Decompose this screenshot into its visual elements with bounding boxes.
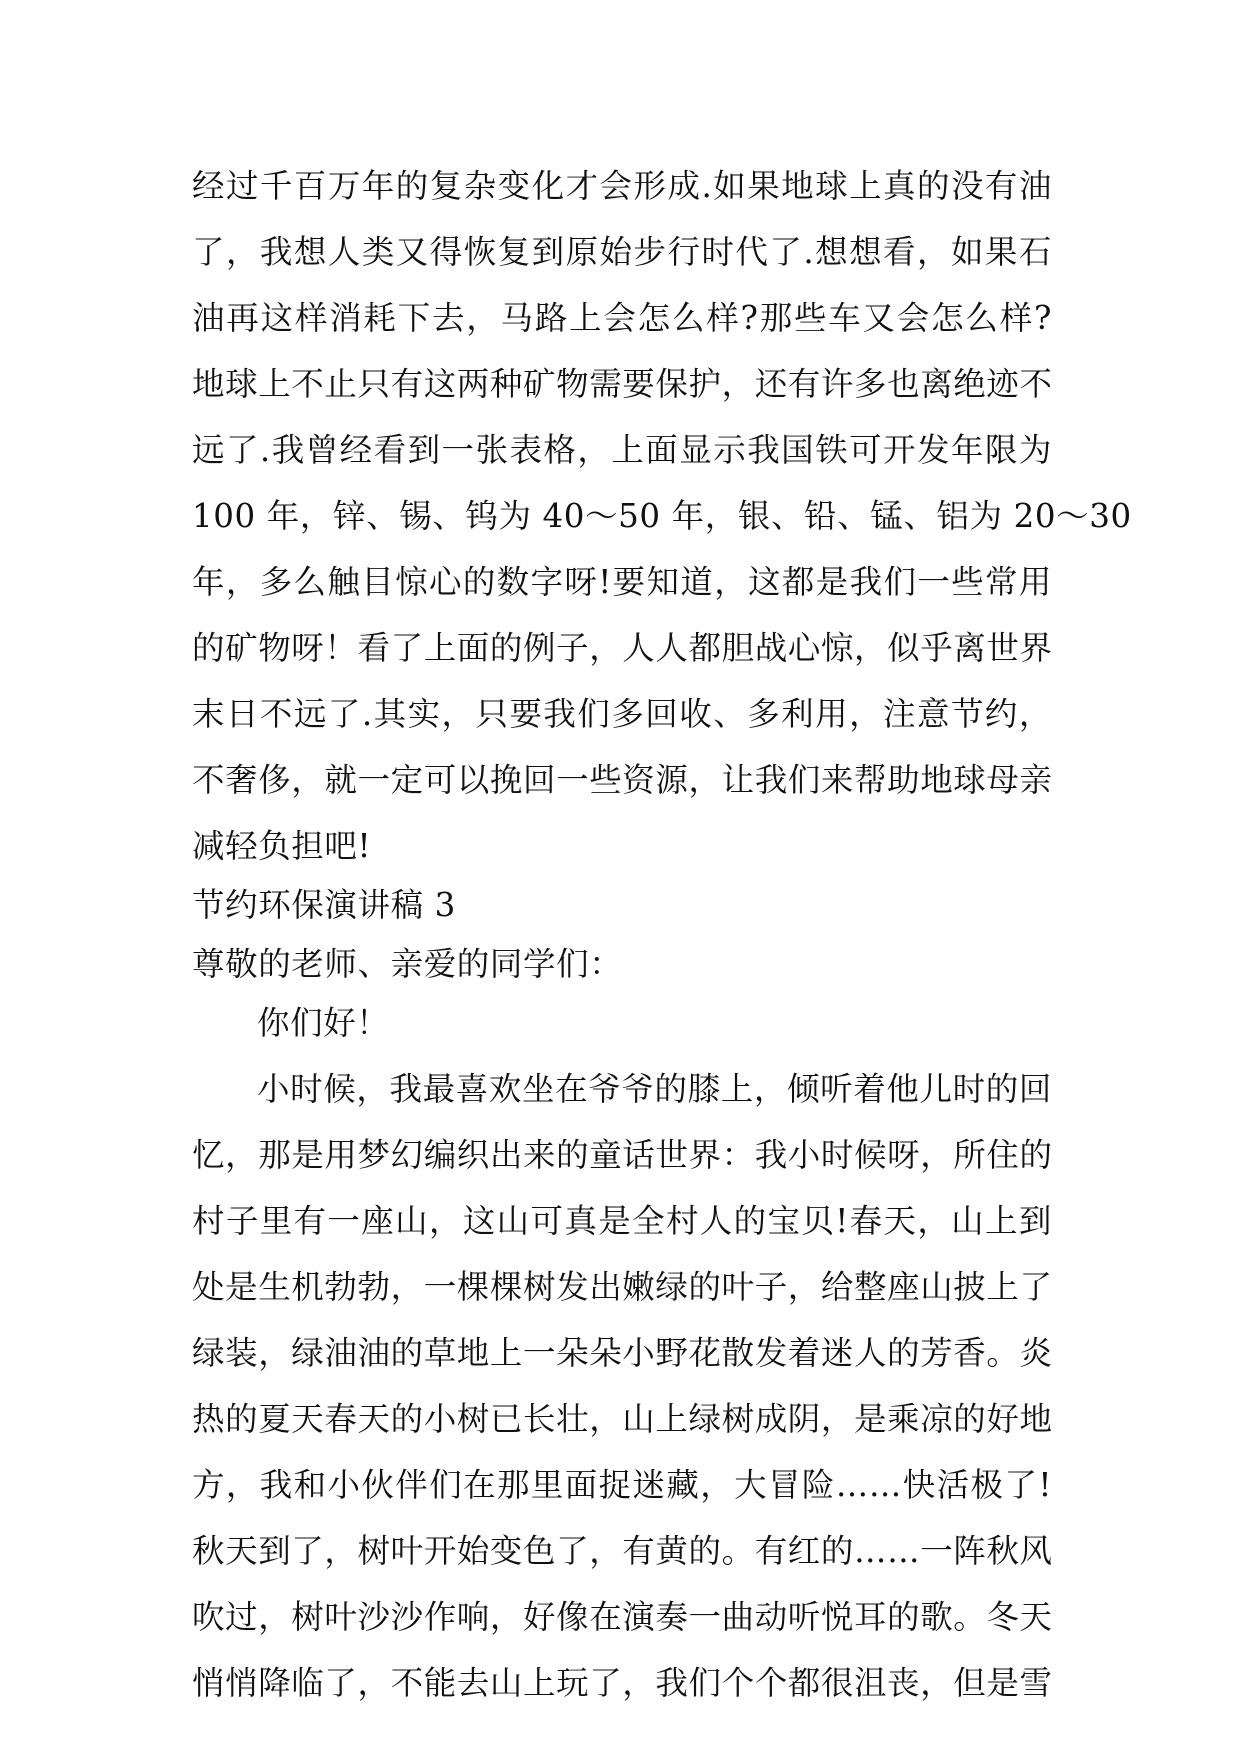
text-line: 地球上不止只有这两种矿物需要保护，还有许多也离绝迹不: [192, 365, 1053, 403]
text-line: 远了.我曾经看到一张表格，上面显示我国铁可开发年限为: [192, 431, 1052, 469]
text-line: 忆，那是用梦幻编织出来的童话世界：我小时候呀，所住的: [192, 1136, 1053, 1174]
greeting: 你们好！: [257, 1004, 390, 1042]
text-line: 末日不远了.其实，只要我们多回收、多利用，注意节约，: [192, 695, 1052, 733]
text-line: 绿装，绿油油的草地上一朵朵小野花散发着迷人的芳香。炎: [192, 1334, 1053, 1372]
text-line: 秋天到了，树叶开始变色了，有黄的。有红的……一阵秋风: [192, 1532, 1053, 1570]
text-line: 吹过，树叶沙沙作响，好像在演奏一曲动听悦耳的歌。冬天: [192, 1598, 1053, 1636]
text-line: 年，多么触目惊心的数字呀!要知道，这都是我们一些常用: [192, 563, 1052, 601]
text-line: 处是生机勃勃，一棵棵树发出嫩绿的叶子，给整座山披上了: [192, 1268, 1053, 1306]
text-line: 的矿物呀！看了上面的例子，人人都胆战心惊，似乎离世界: [192, 629, 1053, 667]
section-title: 节约环保演讲稿 3: [192, 886, 456, 924]
text-line: 悄悄降临了，不能去山上玩了，我们个个都很沮丧，但是雪: [192, 1664, 1053, 1702]
text-line: 小时候，我最喜欢坐在爷爷的膝上，倾听着他儿时的回: [257, 1070, 1052, 1108]
text-line: 油再这样消耗下去，马路上会怎么样?那些车又会怎么样?: [192, 299, 1052, 337]
text-line: 100 年，锌、锡、钨为 40～50 年，银、铅、锰、铝为 20～30: [192, 497, 1132, 535]
text-line: 方，我和小伙伴们在那里面捉迷藏，大冒险……快活极了!: [192, 1466, 1052, 1504]
text-line: 经过千百万年的复杂变化才会形成.如果地球上真的没有油: [192, 167, 1052, 205]
text-line: 村子里有一座山，这山可真是全村人的宝贝!春天，山上到: [192, 1202, 1052, 1240]
text-line: 了，我想人类又得恢复到原始步行时代了.想想看，如果石: [192, 233, 1052, 271]
text-line: 热的夏天春天的小树已长壮，山上绿树成阴，是乘凉的好地: [192, 1400, 1053, 1438]
salutation: 尊敬的老师、亲爱的同学们：: [192, 945, 623, 983]
text-line: 不奢侈，就一定可以挽回一些资源，让我们来帮助地球母亲: [192, 761, 1053, 799]
text-line: 减轻负担吧!: [192, 827, 372, 865]
